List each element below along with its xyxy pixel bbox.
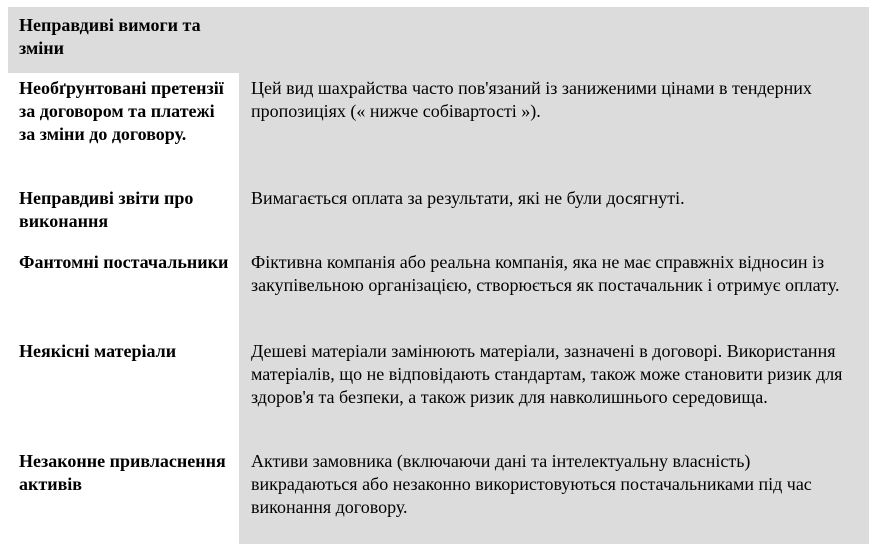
- row-description: Дешеві матеріали замінюють матеріали, зазначені в договорі. Використання матеріалів, що не відповідають стандартам, також може становити ризик для здоров'я та безпеки, а також ризик для навколишнього середовища.: [251, 341, 843, 407]
- row-term: Фантомні постачальники: [19, 252, 229, 272]
- table-header-title: Неправдиві вимоги та зміни: [19, 15, 201, 58]
- fraud-types-table: [8, 7, 869, 544]
- row-term: Неякісні матеріали: [19, 341, 177, 361]
- row-term: Неправдиві звіти про виконання: [19, 188, 194, 231]
- row-description: Фіктивна компанія або реальна компанія, яка не має справжніх відносин із закупівельною організацією, створюється як постачальник і отримує оплату.: [251, 252, 840, 295]
- row-description: Активи замовника (включаючи дані та інтелектуальну власність) викрадаються або незаконно використовуються постачальниками під час виконання договору.: [251, 451, 812, 517]
- row-term: Незаконне привласнення активів: [19, 451, 226, 494]
- row-description: Вимагається оплата за результати, які не були досягнуті.: [251, 188, 685, 208]
- row-term: Необґрунтовані претензії за договором та платежі за зміни до договору.: [19, 78, 224, 144]
- row-description: Цей вид шахрайства часто пов'язаний із заниженими цінами в тендерних пропозиціях (« нижче собівартості »).: [251, 78, 812, 121]
- table-header-row: [8, 7, 869, 73]
